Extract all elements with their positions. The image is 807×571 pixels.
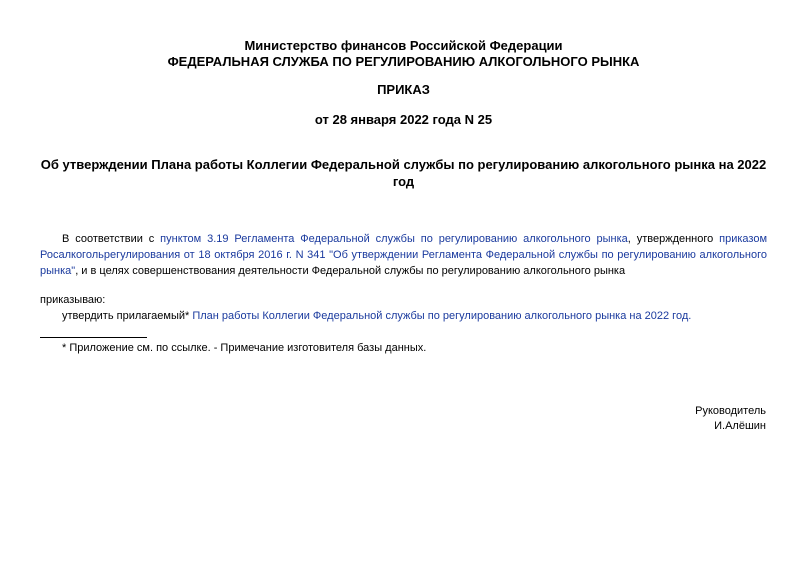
work-plan-link[interactable]: План работы Коллегии Федеральной службы по регулированию алкогольного рынка на 2022 год (192, 310, 689, 322)
document-date-number: от 28 января 2022 года N 25 (314, 112, 493, 127)
preamble-suffix: , и в целях совершенствования деятельности Федеральной службы по регулированию алкогольного рынка (75, 265, 626, 277)
preamble-mid: , утвержденного (627, 233, 720, 245)
signatory-position: Руководитель (695, 405, 766, 417)
ministry-title: Министерство финансов Российской Федерации (244, 38, 563, 53)
document-type: ПРИКАЗ (377, 82, 430, 97)
approve-paragraph (62, 308, 767, 324)
preamble-prefix: В соответствии с (62, 233, 161, 245)
service-title: ФЕДЕРАЛЬНАЯ СЛУЖБА ПО РЕГУЛИРОВАНИЮ АЛКОГОЛЬНОГО РЫНКА (167, 54, 640, 69)
approve-suffix: . (688, 310, 692, 322)
order-word: приказываю: (40, 294, 106, 306)
signatory-name: И.Алёшин (714, 420, 766, 432)
approve-prefix: утвердить прилагаемый* (62, 310, 193, 322)
regulation-clause-link[interactable]: пунктом 3.19 Регламента Федеральной службы по регулированию алкогольного рынка (160, 233, 628, 245)
preamble-paragraph (40, 231, 767, 279)
footnote-divider (40, 337, 147, 338)
order-341-link[interactable]: приказом Росалкогольрегулирования от 18 октября 2016 г. N 341 "Об утверждении Регламента Федеральной службы по регулированию алкогольного рынка" (40, 233, 768, 277)
document-subject: Об утверждении Плана работы Коллегии Федеральной службы по регулированию алкогольного рынка на 2022 год (40, 157, 767, 189)
footnote-text: * Приложение см. по ссылке. - Примечание изготовителя базы данных. (62, 342, 427, 354)
